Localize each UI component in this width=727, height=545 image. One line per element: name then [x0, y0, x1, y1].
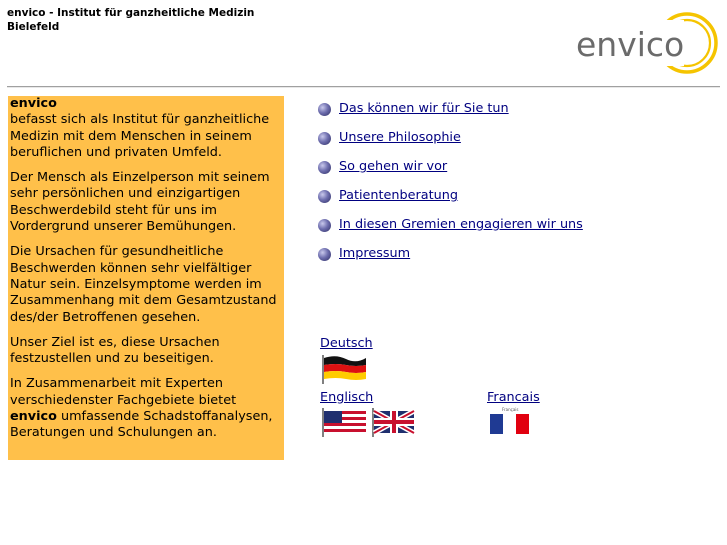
intro-paragraph-1 [10, 96, 282, 161]
site-title-line1: envico - Institut für ganzheitliche Medizin [7, 7, 255, 19]
envico-logo[interactable] [574, 10, 720, 76]
nav-item-gremien[interactable] [318, 216, 583, 245]
bullet-icon [318, 248, 331, 261]
nav-link-patientenberatung[interactable]: Patientenberatung [339, 188, 459, 203]
site-title-line2: Bielefeld [7, 21, 60, 33]
intro-box [8, 96, 284, 460]
bullet-icon [318, 219, 331, 232]
nav-item-impressum[interactable] [318, 245, 583, 274]
flag-caption: Français [502, 407, 519, 412]
german-flag-icon[interactable] [320, 353, 368, 385]
french-flag-icon[interactable] [487, 406, 533, 438]
intro-paragraph-2: Der Mensch als Einzelperson mit seinem sehr persönlichen und einzigartigen Beschwerdebild steht für uns im Vordergrund unserer Bemühungen. [10, 170, 270, 235]
logo-text: envico [576, 25, 685, 64]
intro-brand: envico [10, 96, 57, 111]
intro-p5-brand: envico [10, 409, 57, 425]
us-flag-icon[interactable] [320, 406, 368, 438]
nav-item-vorgehen[interactable] [318, 158, 583, 187]
main-nav [318, 100, 583, 274]
nav-item-philosophie[interactable] [318, 129, 583, 158]
bullet-icon [318, 103, 331, 116]
lang-link-deutsch[interactable]: Deutsch [320, 336, 373, 351]
bullet-icon [318, 132, 331, 145]
site-title [7, 6, 254, 34]
nav-link-vorgehen[interactable]: So gehen wir vor [339, 159, 448, 174]
intro-p5-start: In Zusammenarbeit mit Experten verschiedenster Fachgebiete bietet [10, 376, 237, 408]
intro-p5-end: umfassende Schadstoffanalysen, Beratungen und Schulungen an. [10, 409, 273, 441]
nav-link-gremien[interactable]: In diesen Gremien engagieren wir uns [339, 217, 583, 232]
nav-link-impressum[interactable]: Impressum [339, 246, 411, 261]
uk-flag-icon[interactable] [370, 406, 416, 438]
nav-link-leistungen[interactable]: Das können wir für Sie tun [339, 101, 509, 116]
bullet-icon [318, 190, 331, 203]
header-divider [7, 86, 720, 88]
intro-paragraph-3: Die Ursachen für gesundheitliche Beschwerden können sehr vielfältiger Natur sein. Einzelsymptome werden im Zusammenhang mit dem Gesamtzustand des/der Betroffenen gesehen. [10, 244, 277, 325]
nav-item-leistungen[interactable] [318, 100, 583, 129]
bullet-icon [318, 161, 331, 174]
lang-link-englisch[interactable]: Englisch [320, 390, 374, 405]
nav-item-patientenberatung[interactable] [318, 187, 583, 216]
intro-p1-text: befasst sich als Institut für ganzheitliche Medizin mit dem Menschen in seinem beruflichen und privaten Umfeld. [10, 112, 270, 160]
intro-paragraph-5 [10, 376, 282, 441]
lang-link-francais[interactable]: Francais [487, 390, 540, 405]
nav-link-philosophie[interactable]: Unsere Philosophie [339, 130, 461, 145]
intro-paragraph-4: Unser Ziel ist es, diese Ursachen festzustellen und zu beseitigen. [10, 334, 220, 367]
